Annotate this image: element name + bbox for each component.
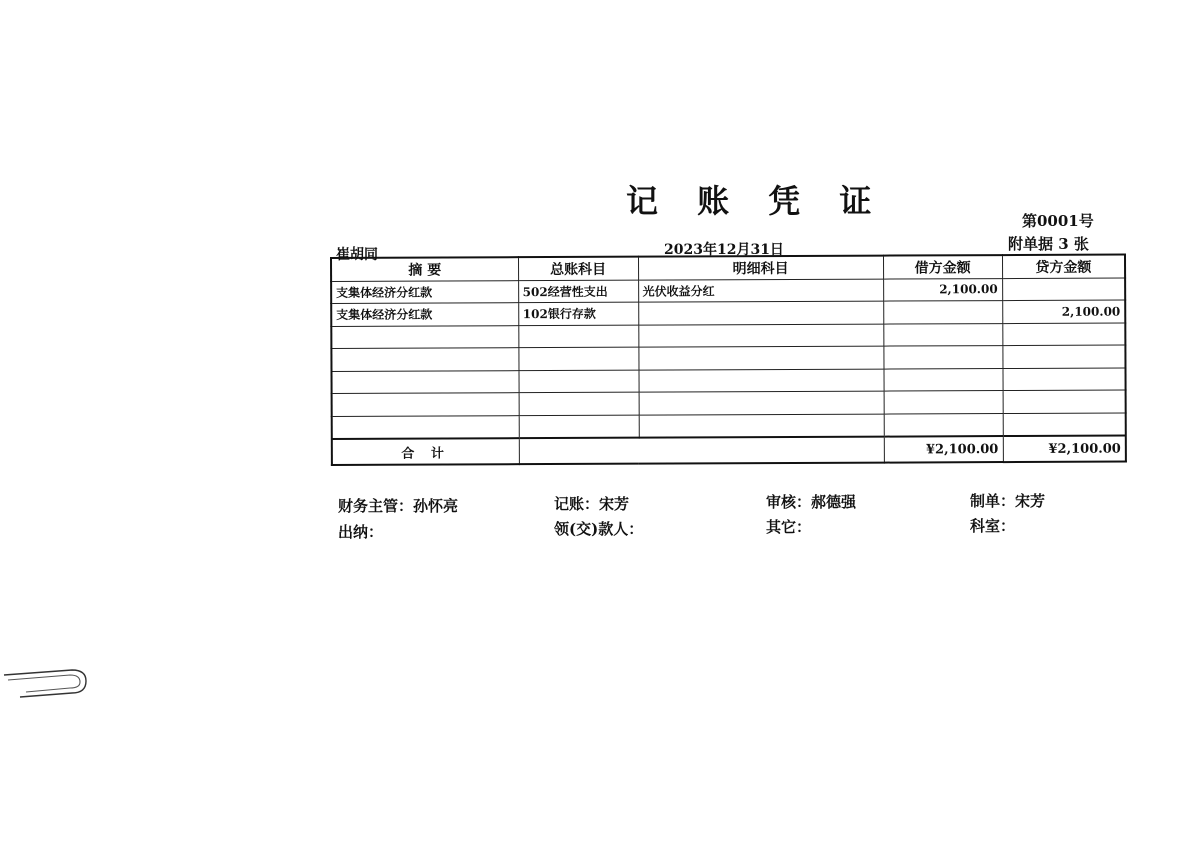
- department-signature: 科室：: [970, 517, 1016, 535]
- voucher-number: 第0001号: [1022, 212, 1094, 230]
- cell-debit: [883, 368, 1002, 391]
- cell-debit: [883, 301, 1002, 324]
- header-general-account: 总账科目: [518, 257, 638, 281]
- header-detail-account: 明细科目: [638, 256, 883, 280]
- payee-signature: 领(交)款人：: [554, 520, 644, 538]
- cell-credit: [1003, 390, 1126, 413]
- total-row: [332, 436, 1126, 465]
- cell-summary: 支集体经济分红款: [331, 280, 518, 303]
- cell-debit: [883, 323, 1002, 346]
- table-row: [332, 413, 1126, 439]
- cell-summary: [331, 325, 518, 348]
- table-header-row: [331, 255, 1125, 281]
- cell-credit: [1002, 278, 1125, 301]
- cell-detail-account: [638, 324, 883, 348]
- total-label: 合 计: [332, 438, 519, 465]
- cell-summary: 支集体经济分红款: [331, 303, 518, 326]
- cell-detail-account: [639, 391, 884, 415]
- other-signature: 其它：: [766, 518, 812, 536]
- voucher-date: 2023年12月31日: [664, 242, 784, 258]
- header-summary: 摘 要: [331, 257, 518, 281]
- unit-name: 崔胡同: [336, 247, 378, 263]
- cell-detail-account: [638, 346, 883, 370]
- total-credit: ¥2,100.00: [1003, 436, 1126, 463]
- total-debit: ¥2,100.00: [884, 436, 1003, 463]
- cell-summary: [331, 348, 518, 371]
- bookkeeper-signature: 记账：宋芳: [554, 495, 630, 513]
- cell-credit: [1002, 323, 1125, 346]
- cell-summary: [332, 415, 519, 439]
- cell-general-account: [518, 370, 638, 393]
- cell-detail-account: [639, 414, 884, 438]
- voucher-table: [330, 254, 1127, 466]
- cell-general-account: [519, 392, 639, 415]
- cashier-signature: 出纳：: [338, 523, 384, 541]
- paperclip-icon: [2, 666, 92, 702]
- cell-debit: 2,100.00: [883, 278, 1002, 301]
- cell-summary: [332, 393, 519, 416]
- reviewer-signature: 审核：郝德强: [766, 493, 857, 511]
- cell-general-account: 102银行存款: [518, 302, 638, 325]
- cell-debit: [884, 391, 1003, 414]
- finance-manager-signature: 财务主管：孙怀亮: [338, 497, 459, 515]
- cell-summary: [331, 370, 518, 393]
- cell-general-account: [519, 415, 639, 439]
- cell-credit: [1003, 413, 1126, 437]
- header-debit: 借方金额: [883, 255, 1002, 279]
- total-blank-cell: [519, 437, 884, 465]
- header-credit: 贷方金额: [1002, 255, 1125, 279]
- cell-general-account: [518, 325, 638, 348]
- cell-detail-account: [638, 301, 883, 325]
- cell-credit: [1002, 345, 1125, 368]
- cell-credit: [1002, 368, 1125, 391]
- cell-credit: 2,100.00: [1002, 300, 1125, 323]
- voucher-title: 记 账 凭 证: [626, 182, 886, 220]
- cell-general-account: [518, 347, 638, 370]
- cell-detail-account: [638, 369, 883, 393]
- cell-debit: [884, 413, 1003, 437]
- cell-debit: [883, 346, 1002, 369]
- cell-general-account: 502经营性支出: [518, 280, 638, 303]
- cell-detail-account: 光伏收益分红: [638, 279, 883, 303]
- attachment-count: 附单据 3 张: [1008, 235, 1089, 253]
- preparer-signature: 制单：宋芳: [970, 492, 1046, 510]
